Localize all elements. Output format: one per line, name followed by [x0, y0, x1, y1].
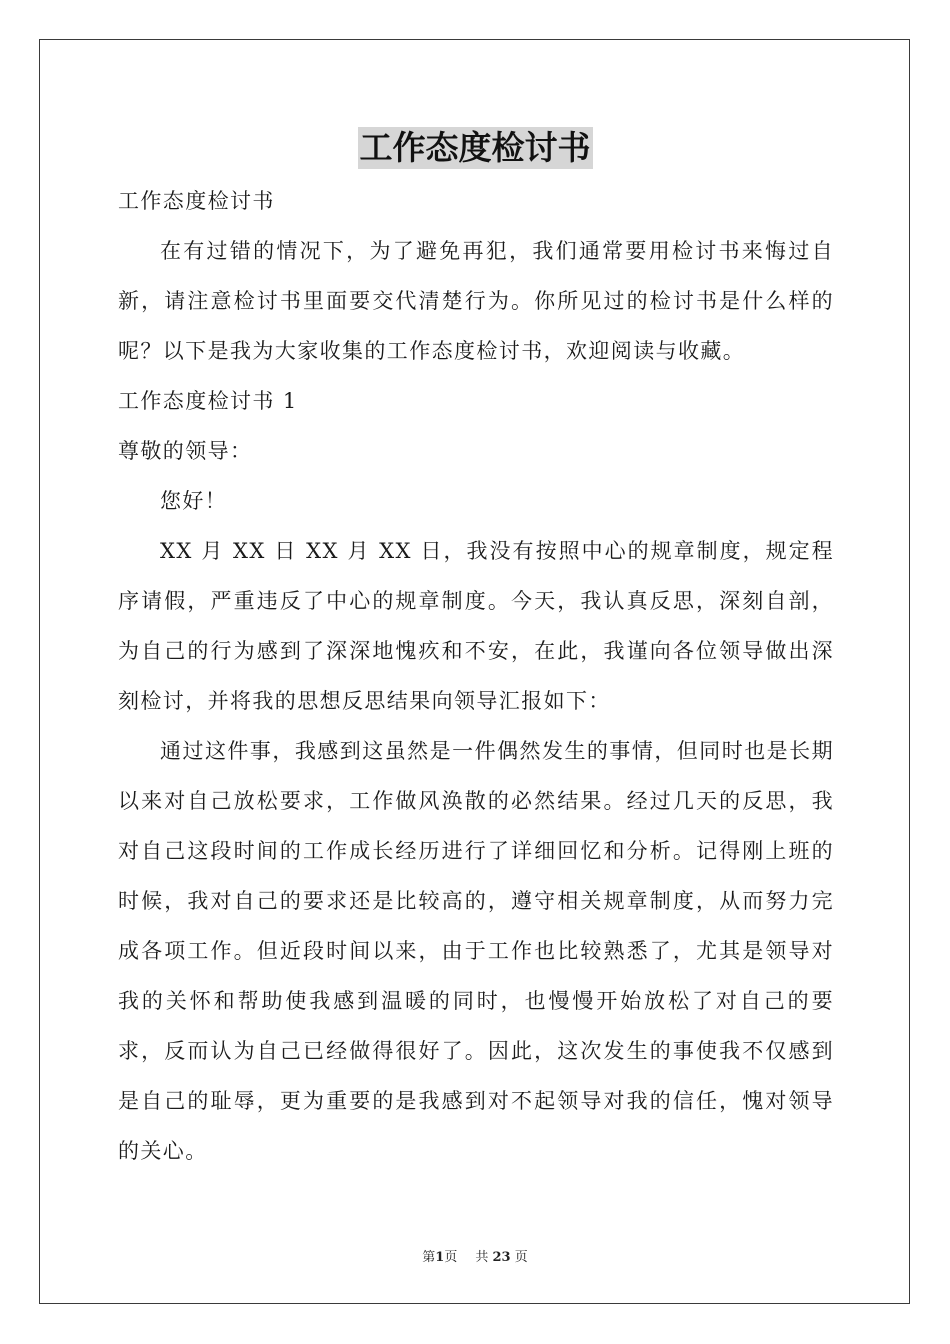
title-container — [0, 127, 950, 169]
total-prefix: 共 — [475, 1250, 489, 1265]
paragraph-section-heading: 工作态度检讨书 1 — [118, 389, 298, 413]
page-prefix: 第 — [422, 1250, 436, 1265]
paragraph-salutation: 尊敬的领导： — [118, 439, 253, 463]
paragraph-body-2: 通过这件事，我感到这虽然是一件偶然发生的事情，但同时也是长期以来对自己放松要求，工作做风涣散的必然结果。经过几天的反思，我对自己这段时间的工作成长经历进行了详细回忆和分析。记得刚上班的时候，我对自己的要求还是比较高的，遵守相关规章制度，从而努力完成各项工作。但近段时间以来，由于工作也比较熟悉了，尤其是领导对我的关怀和帮助使我感到温暖的同时，也慢慢开始放松了对自己的要求，反而认为自己已经做得很好了。因此，这次发生的事使我不仅感到是自己的耻辱，更为重要的是我感到对不起领导对我的信任，愧对领导的关心。 — [118, 739, 834, 1163]
page-number: 1 — [435, 1250, 445, 1265]
document-title: 工作态度检讨书 — [359, 128, 591, 167]
page-suffix: 页 — [444, 1250, 458, 1265]
paragraph-intro: 在有过错的情况下，为了避免再犯，我们通常要用检讨书来悔过自新，请注意检讨书里面要交代清楚行为。你所见过的检讨书是什么样的呢？以下是我为大家收集的工作态度检讨书，欢迎阅读与收藏。 — [118, 239, 834, 363]
paragraph-body-1: XX 月 XX 日 XX 月 XX 日，我没有按照中心的规章制度，规定程序请假，严重违反了中心的规章制度。今天，我认真反思，深刻自剖，为自己的行为感到了深深地愧疚和不安，在此，我谨向各位领导做出深刻检讨，并将我的思想反思结果向领导汇报如下： — [118, 539, 834, 713]
paragraph-greeting: 您好！ — [160, 489, 228, 513]
document-body — [118, 176, 834, 1176]
total-pages: 23 — [492, 1250, 511, 1265]
paragraph-subtitle: 工作态度检讨书 — [118, 189, 275, 213]
total-suffix: 页 — [514, 1250, 528, 1265]
page-footer — [0, 1246, 950, 1265]
